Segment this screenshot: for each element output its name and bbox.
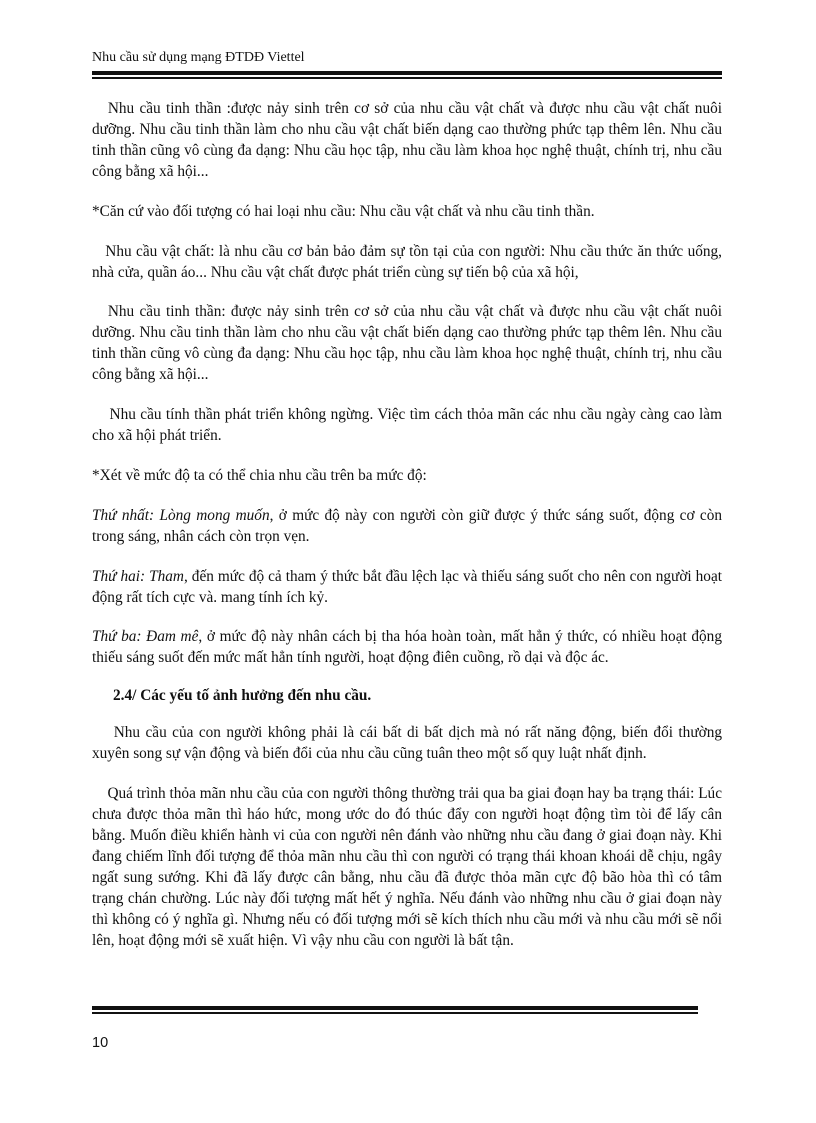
paragraph: Nhu cầu tinh thần: được nảy sinh trên cơ sở của nhu cầu vật chất và được nhu cầu vật chất nuôi dưỡng. Nhu cầu tinh thần làm cho nhu cầu vật chất biến dạng cao thường phức tạp thêm lên. Nhu cầu tinh thần cũng vô cùng đa dạng: Nhu cầu học tập, nhu cầu làm khoa học nghệ thuật, chính trị, nhu cầu công bằng xã hội... bbox=[92, 303, 726, 384]
level-label: Thứ ba: Đam mê bbox=[92, 628, 199, 646]
level-label: Thứ nhất: Lòng mong muốn bbox=[92, 506, 270, 524]
level-paragraph bbox=[92, 566, 722, 608]
paragraph: *Căn cứ vào đối tượng có hai loại nhu cầu: Nhu cầu vật chất và nhu cầu tinh thần. bbox=[92, 202, 595, 220]
header-title: Nhu cầu sử dụng mạng ĐTDĐ Viettel bbox=[92, 50, 305, 65]
paragraph: Nhu cầu tính thần phát triển không ngừng. Việc tìm cách thỏa mãn các nhu cầu ngày càng cao làm cho xã hội phát triển. bbox=[92, 406, 726, 445]
level-paragraph bbox=[92, 505, 722, 547]
footer-rule bbox=[92, 1006, 698, 1014]
level-text: , ở mức độ này con người còn giữ được ý thức sáng suốt, động cơ còn trong sáng, nhân cách còn trọn vẹn. bbox=[92, 506, 722, 545]
page-body bbox=[92, 98, 726, 951]
header-rule bbox=[92, 71, 722, 79]
section-heading: 2.4/ Các yếu tố ảnh hưởng đến nhu cầu. bbox=[113, 687, 372, 705]
paragraph: Quá trình thỏa mãn nhu cầu của con người thông thường trải qua ba giai đoạn hay ba trạng thái: Lúc chưa được thỏa mãn thì háo hức, mong ước do đó thúc đẩy con người hoạt động tìm tòi để lấy cân bằng. Muốn điều khiển hành vi của con người nên đánh vào những nhu cầu đang ở giai đoạn này. Khi đang chiếm lĩnh đối tượng để thỏa mãn nhu cầu thì con người có trạng thái khoan khoái dễ chịu, ngây ngất sung sướng. Khi đã lấy được cân bằng, nhu cầu đã được thỏa mãn cực độ bão hòa thì có tâm trạng chán chường. Lúc này đối tượng mất hết ý nghĩa. Nếu đánh vào những nhu cầu ở giai đoạn này thì không có ý nghĩa gì. Nhưng nếu có đối tượng mới sẽ kích thích nhu cầu mới và nhu cầu mới sẽ nổi lên, hoạt động mới sẽ xuất hiện. Vì vậy nhu cầu con người là bất tận. bbox=[92, 785, 726, 950]
paragraph: Nhu cầu vật chất: là nhu cầu cơ bản bảo đảm sự tồn tại của con người: Nhu cầu thức ăn thức uống, nhà cửa, quần áo... Nhu cầu vật chất được phát triển cùng sự tiến bộ của xã hội, bbox=[92, 242, 726, 281]
level-text: , đến mức độ cả tham ý thức bắt đầu lệch lạc và thiếu sáng suốt cho nên con người hoạt động rất tích cực và. mang tính ích kỷ. bbox=[92, 567, 722, 606]
level-label: Thứ hai: Tham bbox=[92, 567, 184, 585]
level-text: , ở mức độ này nhân cách bị tha hóa hoàn toàn, mất hẳn ý thức, có nhiều hoạt động thiếu sáng suốt đến mức mất hẳn tính người, hoạt động điên cuồng, rồ dại và độc ác. bbox=[92, 628, 722, 667]
page-number: 10 bbox=[92, 1035, 109, 1051]
paragraph: *Xét về mức độ ta có thể chia nhu cầu trên ba mức độ: bbox=[92, 466, 427, 484]
paragraph: Nhu cầu của con người không phải là cái bất di bất dịch mà nó rất năng động, biến đổi thường xuyên song sự vận động và biến đổi của nhu cầu cũng tuân theo một số quy luật nhất định. bbox=[92, 724, 726, 763]
paragraph: Nhu cầu tinh thần :được nảy sinh trên cơ sở của nhu cầu vật chất và được nhu cầu vật chất nuôi dưỡng. Nhu cầu tinh thần làm cho nhu cầu vật chất biến dạng cao thường phức tạp thêm lên. Nhu cầu tinh thần cũng vô cùng đa dạng: Nhu cầu học tập, nhu cầu làm khoa học nghệ thuật, chính trị, nhu cầu công bằng xã hội... bbox=[92, 100, 726, 180]
level-paragraph bbox=[92, 626, 722, 668]
